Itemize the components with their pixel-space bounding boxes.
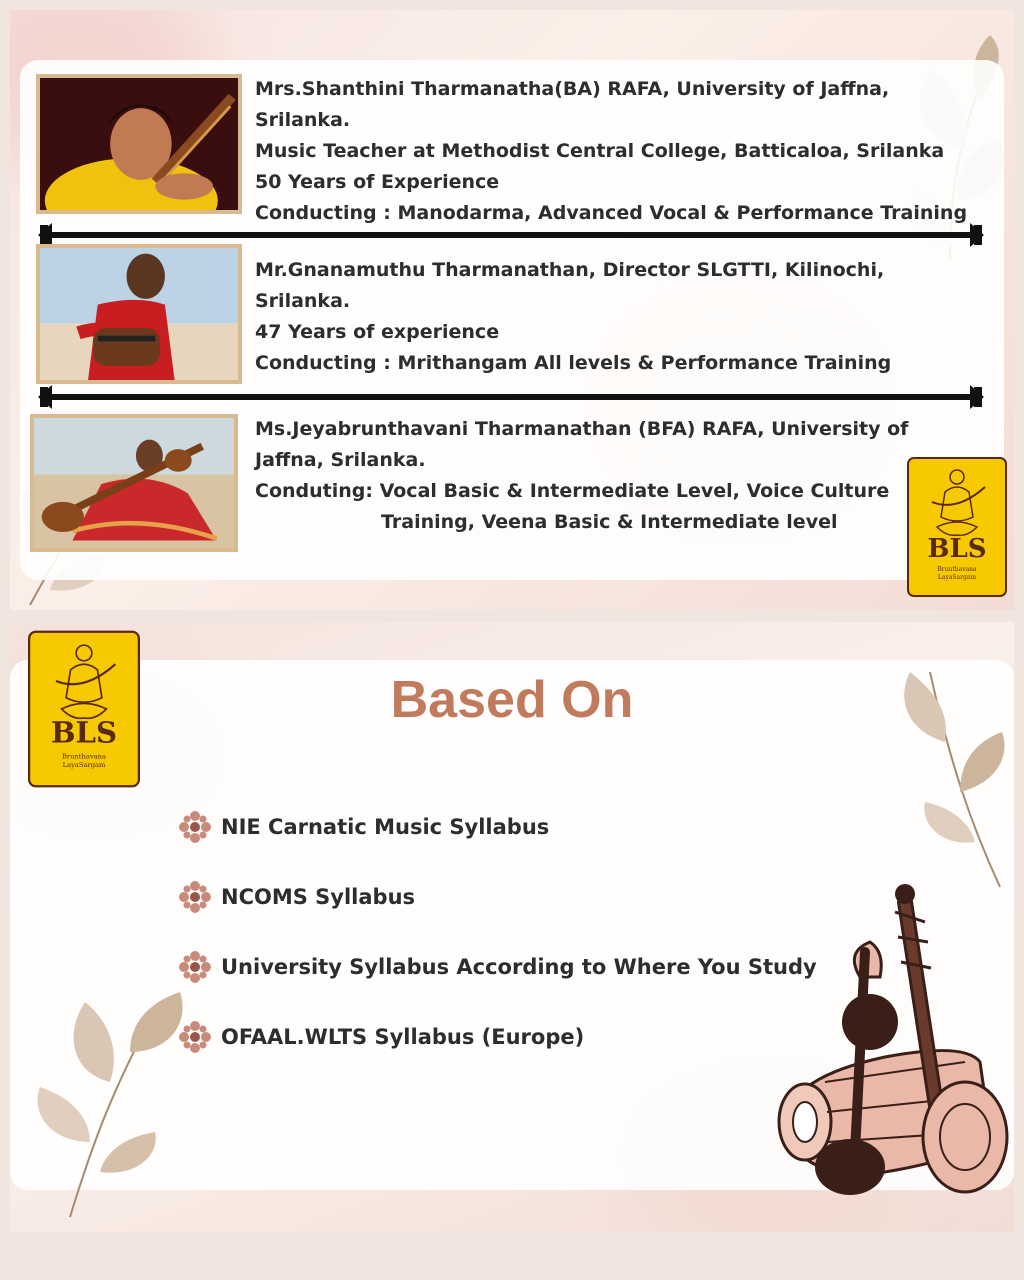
syllabus-list xyxy=(175,792,817,1072)
logo-initials: BLS xyxy=(50,715,118,750)
syllabus-item xyxy=(175,1002,817,1072)
logo-initials: BLS xyxy=(927,534,987,564)
based-on-heading: Based On xyxy=(390,671,634,729)
syllabus-item-label: OFAAL.WLTS Syllabus (Europe) xyxy=(221,1025,585,1049)
flower-bullet-icon xyxy=(175,807,215,847)
teacher-photo-2 xyxy=(36,244,242,384)
logo-subtitle-1: Brunthavana xyxy=(937,566,977,573)
teachers-panel xyxy=(10,10,1014,610)
saraswati-logo-icon xyxy=(907,457,1007,597)
teacher-photo-1 xyxy=(36,74,242,214)
teacher-bio-3 xyxy=(255,414,995,538)
syllabus-panel xyxy=(10,622,1014,1232)
bio-line: Mrs.Shanthini Tharmanatha(BA) RAFA, University of Jaffna, xyxy=(255,78,890,100)
bio-line: Training, Veena Basic & Intermediate level xyxy=(381,511,838,533)
logo-subtitle-2: LayaSargam xyxy=(62,761,106,770)
leaf-icon xyxy=(10,972,200,1222)
bio-line: Srilanka. xyxy=(255,109,351,131)
teacher-photo-3 xyxy=(30,414,238,552)
logo-subtitle-2: LayaSargam xyxy=(937,574,977,581)
flower-bullet-icon xyxy=(175,1017,215,1057)
syllabus-item-label: NIE Carnatic Music Syllabus xyxy=(221,815,550,839)
syllabus-item-label: University Syllabus According to Where You Study xyxy=(221,955,817,979)
bio-line: Srilanka. xyxy=(255,290,351,312)
syllabus-item xyxy=(175,862,817,932)
flower-bullet-icon xyxy=(175,947,215,987)
bio-line: Conduting: Vocal Basic & Intermediate Level, Voice Culture xyxy=(255,480,890,502)
bio-line: Conducting : Mrithangam All levels & Performance Training xyxy=(255,352,892,374)
syllabus-item xyxy=(175,792,817,862)
teacher-bio-2 xyxy=(255,255,995,379)
section-divider xyxy=(38,382,984,412)
teacher-bio-1 xyxy=(255,74,995,229)
syllabus-item xyxy=(175,932,817,1002)
flower-bullet-icon xyxy=(175,877,215,917)
bls-logo xyxy=(907,457,1007,597)
syllabus-item-label: NCOMS Syllabus xyxy=(221,885,416,909)
bio-line: Jaffna, Srilanka. xyxy=(255,449,426,471)
bio-line: 50 Years of Experience xyxy=(255,171,500,193)
bio-line: Conducting : Manodarma, Advanced Vocal & Performance Training xyxy=(255,202,968,224)
veena-icon xyxy=(765,882,1014,1202)
bio-line: Ms.Jeyabrunthavani Tharmanathan (BFA) RAFA, University of xyxy=(255,418,909,440)
bio-line: Music Teacher at Methodist Central College, Batticaloa, Srilanka xyxy=(255,140,945,162)
bio-line: 47 Years of experience xyxy=(255,321,500,343)
bio-line: Mr.Gnanamuthu Tharmanathan, Director SLGTTI, Kilinochi, xyxy=(255,259,885,281)
logo-subtitle-1: Brunthavana xyxy=(62,752,106,761)
